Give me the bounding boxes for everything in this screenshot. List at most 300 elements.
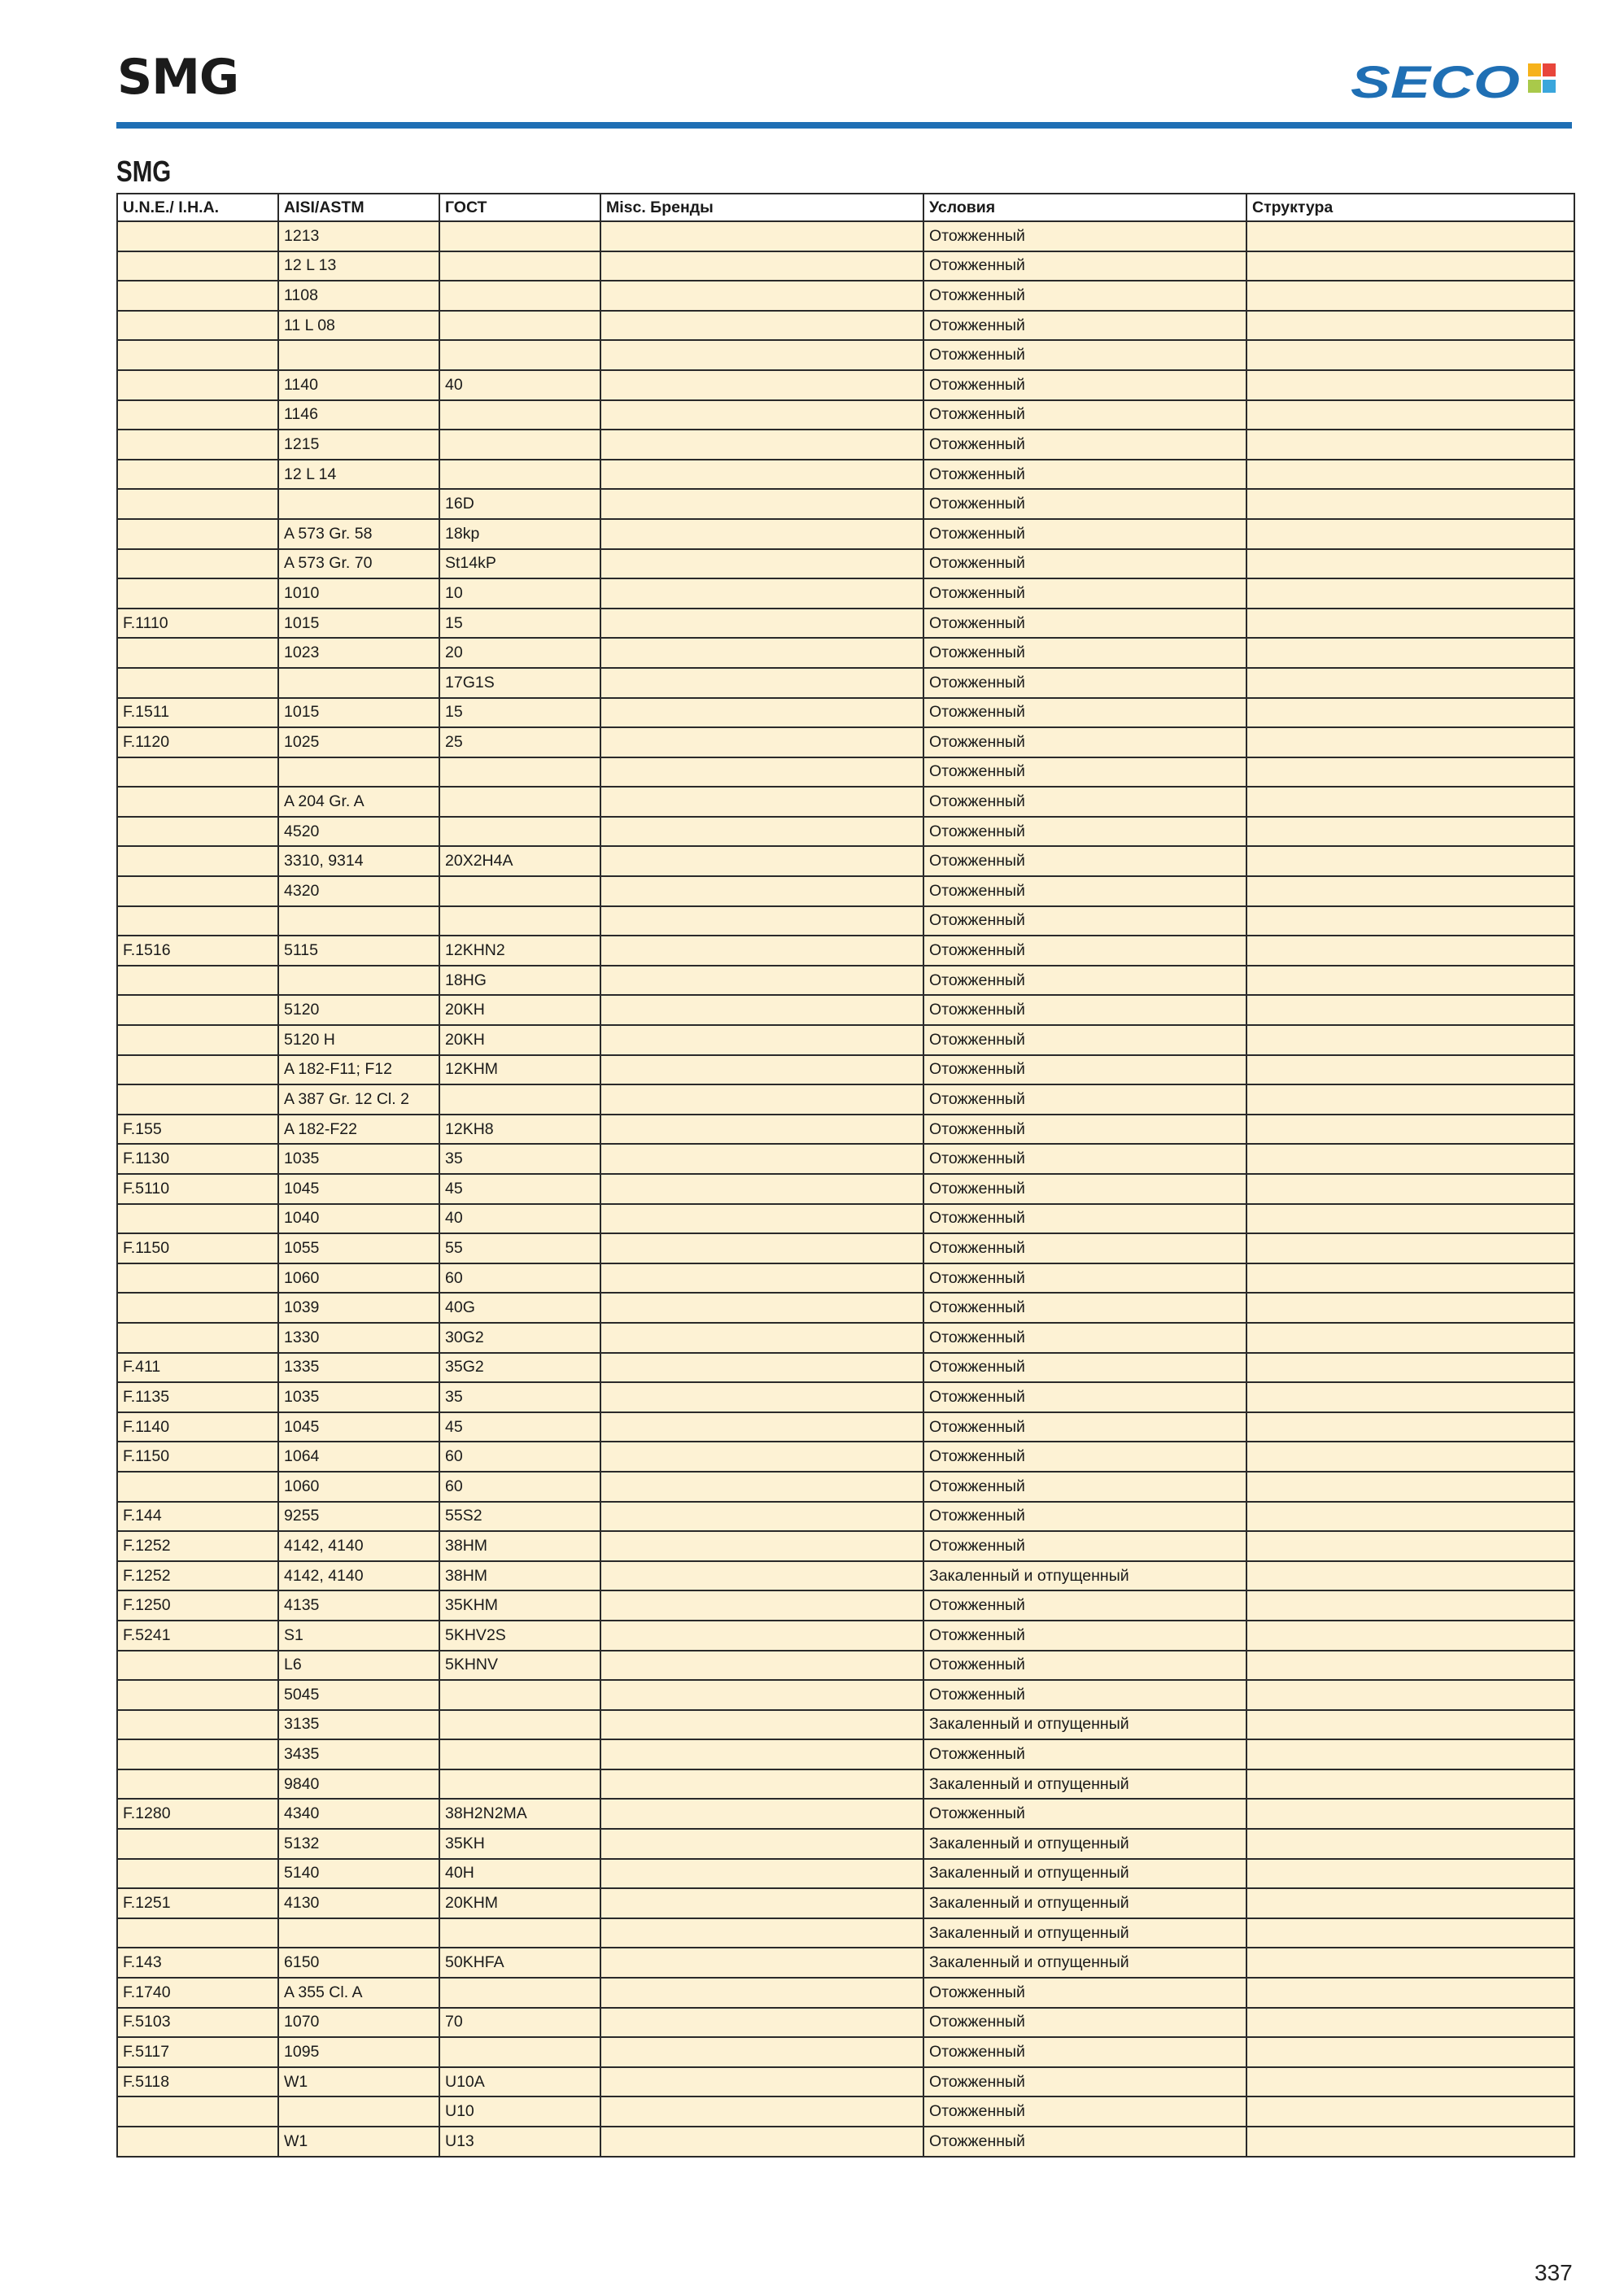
cell-conditions: Отожженный <box>923 549 1246 579</box>
cell-misc-brands <box>600 2037 923 2067</box>
table-row <box>117 1055 1574 1085</box>
cell-une-iha: F.1280 <box>117 1799 278 1829</box>
cell-conditions: Отожженный <box>923 1739 1246 1769</box>
table-row <box>117 1382 1574 1412</box>
cell-structure <box>1246 1948 1574 1978</box>
table-row <box>117 2127 1574 2157</box>
cell-structure <box>1246 757 1574 788</box>
cell-conditions: Отожженный <box>923 2008 1246 2038</box>
cell-conditions: Отожженный <box>923 1025 1246 1055</box>
cell-structure <box>1246 1978 1574 2008</box>
cell-structure <box>1246 1144 1574 1174</box>
table-row <box>117 995 1574 1025</box>
cell-une-iha <box>117 1025 278 1055</box>
cell-une-iha: F.1252 <box>117 1531 278 1561</box>
table-row <box>117 668 1574 698</box>
cell-structure <box>1246 1859 1574 1889</box>
table-row <box>117 906 1574 936</box>
table-row <box>117 1739 1574 1769</box>
cell-une-iha <box>117 1293 278 1323</box>
cell-aisi-astm: 1064 <box>278 1442 439 1472</box>
cell-une-iha: F.1135 <box>117 1382 278 1412</box>
cell-misc-brands <box>600 2067 923 2097</box>
cell-une-iha <box>117 638 278 668</box>
cell-gost: 55 <box>439 1233 600 1263</box>
cell-gost: 20KH <box>439 995 600 1025</box>
cell-misc-brands <box>600 936 923 966</box>
cell-conditions: Закаленный и отпущенный <box>923 1859 1246 1889</box>
cell-gost: 10 <box>439 578 600 609</box>
cell-une-iha <box>117 400 278 430</box>
cell-gost: 18kp <box>439 519 600 549</box>
cell-gost <box>439 400 600 430</box>
table-row <box>117 281 1574 311</box>
cell-gost <box>439 1739 600 1769</box>
cell-une-iha: F.1110 <box>117 609 278 639</box>
cell-structure <box>1246 549 1574 579</box>
cell-gost <box>439 1978 600 2008</box>
cell-une-iha: F.1511 <box>117 698 278 728</box>
cell-gost: 5KHV2S <box>439 1621 600 1651</box>
table-row <box>117 2096 1574 2127</box>
cell-structure <box>1246 1799 1574 1829</box>
cell-conditions: Отожженный <box>923 519 1246 549</box>
cell-conditions: Отожженный <box>923 400 1246 430</box>
cell-conditions: Отожженный <box>923 281 1246 311</box>
table-row <box>117 638 1574 668</box>
cell-misc-brands <box>600 966 923 996</box>
cell-une-iha: F.5103 <box>117 2008 278 2038</box>
cell-aisi-astm: 3310, 9314 <box>278 846 439 876</box>
table-row <box>117 1710 1574 1740</box>
cell-aisi-astm: 1055 <box>278 1233 439 1263</box>
cell-gost <box>439 1769 600 1800</box>
cell-une-iha <box>117 757 278 788</box>
cell-gost: 30G2 <box>439 1323 600 1353</box>
header-misc-brands: Misc. Бренды <box>600 194 923 221</box>
cell-gost: 60 <box>439 1472 600 1502</box>
cell-aisi-astm: 1095 <box>278 2037 439 2067</box>
cell-misc-brands <box>600 370 923 400</box>
cell-structure <box>1246 2127 1574 2157</box>
cell-conditions: Отожженный <box>923 1978 1246 2008</box>
cell-gost <box>439 757 600 788</box>
table-row <box>117 966 1574 996</box>
cell-structure <box>1246 1769 1574 1800</box>
cell-aisi-astm: 5140 <box>278 1859 439 1889</box>
cell-aisi-astm: 1213 <box>278 221 439 251</box>
cell-misc-brands <box>600 668 923 698</box>
cell-misc-brands <box>600 906 923 936</box>
cell-conditions: Отожженный <box>923 846 1246 876</box>
cell-structure <box>1246 1561 1574 1591</box>
cell-structure <box>1246 251 1574 281</box>
cell-conditions: Отожженный <box>923 757 1246 788</box>
header-conditions: Условия <box>923 194 1246 221</box>
cell-gost <box>439 876 600 906</box>
cell-conditions: Отожженный <box>923 787 1246 817</box>
cell-misc-brands <box>600 340 923 370</box>
cell-une-iha <box>117 311 278 341</box>
cell-une-iha <box>117 281 278 311</box>
cell-aisi-astm: 4135 <box>278 1590 439 1621</box>
table-row <box>117 430 1574 460</box>
cell-misc-brands <box>600 2008 923 2038</box>
cell-une-iha: F.1150 <box>117 1233 278 1263</box>
cell-structure <box>1246 578 1574 609</box>
cell-conditions: Отожженный <box>923 1323 1246 1353</box>
cell-structure <box>1246 668 1574 698</box>
cell-conditions: Закаленный и отпущенный <box>923 1918 1246 1948</box>
cell-une-iha <box>117 995 278 1025</box>
cell-conditions: Отожженный <box>923 1799 1246 1829</box>
cell-une-iha <box>117 1829 278 1859</box>
cell-gost: 50KHFA <box>439 1948 600 1978</box>
table-row <box>117 2037 1574 2067</box>
cell-structure <box>1246 1323 1574 1353</box>
cell-misc-brands <box>600 1084 923 1115</box>
table-row <box>117 787 1574 817</box>
cell-aisi-astm: 12 L 14 <box>278 460 439 490</box>
cell-misc-brands <box>600 995 923 1025</box>
cell-structure <box>1246 2008 1574 2038</box>
cell-misc-brands <box>600 876 923 906</box>
cell-aisi-astm: 4340 <box>278 1799 439 1829</box>
cell-gost: 38HM <box>439 1561 600 1591</box>
cell-misc-brands <box>600 1888 923 1918</box>
table-row <box>117 489 1574 519</box>
cell-conditions: Отожженный <box>923 1174 1246 1204</box>
cell-gost: 60 <box>439 1442 600 1472</box>
cell-structure <box>1246 876 1574 906</box>
cell-aisi-astm: 4142, 4140 <box>278 1531 439 1561</box>
cell-une-iha: F.144 <box>117 1502 278 1532</box>
cell-conditions: Отожженный <box>923 1590 1246 1621</box>
cell-misc-brands <box>600 519 923 549</box>
table-row <box>117 1621 1574 1651</box>
seco-logo <box>1351 60 1558 103</box>
cell-aisi-astm: 1215 <box>278 430 439 460</box>
cell-gost: 15 <box>439 609 600 639</box>
cell-une-iha <box>117 1472 278 1502</box>
cell-misc-brands <box>600 1531 923 1561</box>
cell-misc-brands <box>600 1412 923 1442</box>
cell-misc-brands <box>600 400 923 430</box>
cell-une-iha <box>117 668 278 698</box>
logo-square-red <box>1543 63 1556 76</box>
cell-aisi-astm <box>278 489 439 519</box>
seco-logo-text: SECO <box>1351 60 1520 103</box>
table-row <box>117 757 1574 788</box>
cell-aisi-astm: A 573 Gr. 70 <box>278 549 439 579</box>
cell-misc-brands <box>600 1382 923 1412</box>
cell-misc-brands <box>600 727 923 757</box>
cell-misc-brands <box>600 698 923 728</box>
cell-aisi-astm: 1039 <box>278 1293 439 1323</box>
cell-une-iha: F.1150 <box>117 1442 278 1472</box>
cell-structure <box>1246 281 1574 311</box>
cell-structure <box>1246 1739 1574 1769</box>
cell-une-iha: F.1252 <box>117 1561 278 1591</box>
cell-misc-brands <box>600 846 923 876</box>
cell-gost <box>439 1084 600 1115</box>
cell-structure <box>1246 966 1574 996</box>
cell-gost: 60 <box>439 1263 600 1294</box>
cell-conditions: Отожженный <box>923 1115 1246 1145</box>
material-table-wrap <box>116 193 1574 2158</box>
cell-gost <box>439 1680 600 1710</box>
cell-aisi-astm: 9255 <box>278 1502 439 1532</box>
cell-aisi-astm: 1025 <box>278 727 439 757</box>
cell-conditions: Отожженный <box>923 1353 1246 1383</box>
header-gost: ГОСТ <box>439 194 600 221</box>
cell-structure <box>1246 460 1574 490</box>
cell-gost: 16D <box>439 489 600 519</box>
cell-conditions: Отожженный <box>923 1442 1246 1472</box>
table-row <box>117 817 1574 847</box>
cell-une-iha <box>117 846 278 876</box>
cell-misc-brands <box>600 1472 923 1502</box>
cell-gost: 20KH <box>439 1025 600 1055</box>
table-row <box>117 1084 1574 1115</box>
cell-une-iha <box>117 787 278 817</box>
cell-structure <box>1246 1680 1574 1710</box>
cell-une-iha <box>117 1859 278 1889</box>
cell-conditions: Отожженный <box>923 2067 1246 2097</box>
cell-misc-brands <box>600 1651 923 1681</box>
cell-une-iha <box>117 578 278 609</box>
cell-une-iha: F.1516 <box>117 936 278 966</box>
cell-structure <box>1246 1888 1574 1918</box>
cell-gost <box>439 787 600 817</box>
cell-conditions: Отожженный <box>923 1502 1246 1532</box>
cell-aisi-astm: L6 <box>278 1651 439 1681</box>
table-row <box>117 609 1574 639</box>
cell-misc-brands <box>600 1739 923 1769</box>
cell-gost <box>439 221 600 251</box>
cell-misc-brands <box>600 1948 923 1978</box>
cell-conditions: Закаленный и отпущенный <box>923 1561 1246 1591</box>
cell-structure <box>1246 846 1574 876</box>
cell-misc-brands <box>600 1293 923 1323</box>
cell-misc-brands <box>600 1769 923 1800</box>
cell-gost <box>439 340 600 370</box>
cell-misc-brands <box>600 311 923 341</box>
cell-aisi-astm <box>278 906 439 936</box>
cell-une-iha: F.155 <box>117 1115 278 1145</box>
cell-structure <box>1246 1531 1574 1561</box>
cell-une-iha: F.1250 <box>117 1590 278 1621</box>
cell-gost: 40H <box>439 1859 600 1889</box>
cell-une-iha <box>117 1651 278 1681</box>
cell-aisi-astm: 5120 <box>278 995 439 1025</box>
cell-structure <box>1246 1590 1574 1621</box>
table-row <box>117 1561 1574 1591</box>
table-row <box>117 460 1574 490</box>
cell-gost: 40 <box>439 370 600 400</box>
cell-structure <box>1246 727 1574 757</box>
cell-aisi-astm: 5115 <box>278 936 439 966</box>
cell-gost: 12KHN2 <box>439 936 600 966</box>
cell-aisi-astm: 1035 <box>278 1382 439 1412</box>
table-row <box>117 1888 1574 1918</box>
table-row <box>117 1353 1574 1383</box>
cell-une-iha <box>117 1769 278 1800</box>
cell-conditions: Отожженный <box>923 370 1246 400</box>
cell-structure <box>1246 340 1574 370</box>
cell-misc-brands <box>600 787 923 817</box>
cell-misc-brands <box>600 460 923 490</box>
cell-aisi-astm <box>278 340 439 370</box>
cell-misc-brands <box>600 1263 923 1294</box>
cell-conditions: Отожженный <box>923 340 1246 370</box>
cell-gost <box>439 281 600 311</box>
cell-structure <box>1246 1084 1574 1115</box>
cell-aisi-astm: 4130 <box>278 1888 439 1918</box>
cell-une-iha: F.1251 <box>117 1888 278 1918</box>
cell-gost: 20KHM <box>439 1888 600 1918</box>
cell-aisi-astm: 5120 H <box>278 1025 439 1055</box>
cell-aisi-astm: 1060 <box>278 1472 439 1502</box>
cell-gost <box>439 251 600 281</box>
cell-misc-brands <box>600 281 923 311</box>
cell-misc-brands <box>600 1115 923 1145</box>
cell-conditions: Отожженный <box>923 995 1246 1025</box>
table-row <box>117 1829 1574 1859</box>
material-table <box>116 193 1575 2158</box>
cell-une-iha <box>117 876 278 906</box>
cell-misc-brands <box>600 1978 923 2008</box>
cell-gost: 15 <box>439 698 600 728</box>
cell-conditions: Отожженный <box>923 936 1246 966</box>
cell-conditions: Отожженный <box>923 1293 1246 1323</box>
cell-conditions: Закаленный и отпущенный <box>923 1948 1246 1978</box>
cell-aisi-astm: A 182-F11; F12 <box>278 1055 439 1085</box>
cell-misc-brands <box>600 1561 923 1591</box>
cell-aisi-astm: 1023 <box>278 638 439 668</box>
table-row <box>117 221 1574 251</box>
table-row <box>117 2008 1574 2038</box>
cell-gost <box>439 817 600 847</box>
cell-conditions: Отожженный <box>923 876 1246 906</box>
cell-une-iha <box>117 460 278 490</box>
cell-aisi-astm: A 204 Gr. A <box>278 787 439 817</box>
cell-conditions: Закаленный и отпущенный <box>923 1710 1246 1740</box>
table-body <box>117 221 1574 2157</box>
cell-structure <box>1246 221 1574 251</box>
cell-aisi-astm: 1045 <box>278 1412 439 1442</box>
cell-conditions: Отожженный <box>923 311 1246 341</box>
cell-une-iha <box>117 1204 278 1234</box>
cell-aisi-astm: 1060 <box>278 1263 439 1294</box>
cell-une-iha <box>117 1263 278 1294</box>
cell-conditions: Закаленный и отпущенный <box>923 1888 1246 1918</box>
page-number: 337 <box>1535 2260 1573 2285</box>
cell-misc-brands <box>600 1204 923 1234</box>
cell-structure <box>1246 519 1574 549</box>
cell-une-iha <box>117 221 278 251</box>
table-row <box>117 1590 1574 1621</box>
cell-misc-brands <box>600 1233 923 1263</box>
cell-gost: U13 <box>439 2127 600 2157</box>
table-row <box>117 1412 1574 1442</box>
page-title: SMG <box>117 49 239 106</box>
cell-misc-brands <box>600 1590 923 1621</box>
cell-gost <box>439 460 600 490</box>
cell-aisi-astm: 3435 <box>278 1739 439 1769</box>
table-row <box>117 2067 1574 2097</box>
table-row <box>117 311 1574 341</box>
header-structure: Структура <box>1246 194 1574 221</box>
table-row <box>117 1531 1574 1561</box>
cell-aisi-astm: W1 <box>278 2067 439 2097</box>
cell-une-iha <box>117 370 278 400</box>
cell-aisi-astm: 3135 <box>278 1710 439 1740</box>
logo-square-green <box>1528 80 1541 93</box>
cell-gost: 20 <box>439 638 600 668</box>
cell-une-iha <box>117 1739 278 1769</box>
cell-misc-brands <box>600 578 923 609</box>
cell-conditions: Отожженный <box>923 2096 1246 2127</box>
cell-structure <box>1246 1293 1574 1323</box>
cell-gost: 38H2N2MA <box>439 1799 600 1829</box>
cell-conditions: Отожженный <box>923 1651 1246 1681</box>
cell-gost: 35KHM <box>439 1590 600 1621</box>
cell-structure <box>1246 1204 1574 1234</box>
cell-conditions: Отожженный <box>923 638 1246 668</box>
cell-structure <box>1246 698 1574 728</box>
cell-aisi-astm: 5132 <box>278 1829 439 1859</box>
table-row <box>117 1769 1574 1800</box>
cell-conditions: Закаленный и отпущенный <box>923 1829 1246 1859</box>
table-row <box>117 1651 1574 1681</box>
cell-une-iha <box>117 2096 278 2127</box>
cell-aisi-astm: 1015 <box>278 609 439 639</box>
cell-une-iha: F.5117 <box>117 2037 278 2067</box>
cell-conditions: Отожженный <box>923 1621 1246 1651</box>
cell-gost <box>439 2037 600 2067</box>
cell-conditions: Отожженный <box>923 609 1246 639</box>
cell-structure <box>1246 1918 1574 1948</box>
table-row <box>117 1918 1574 1948</box>
table-row <box>117 1025 1574 1055</box>
table-row <box>117 1502 1574 1532</box>
cell-conditions: Отожженный <box>923 668 1246 698</box>
cell-une-iha: F.1740 <box>117 1978 278 2008</box>
cell-conditions: Отожженный <box>923 251 1246 281</box>
cell-une-iha <box>117 1918 278 1948</box>
cell-misc-brands <box>600 549 923 579</box>
cell-conditions: Отожженный <box>923 430 1246 460</box>
cell-structure <box>1246 1174 1574 1204</box>
cell-aisi-astm: 6150 <box>278 1948 439 1978</box>
cell-structure <box>1246 906 1574 936</box>
cell-conditions: Отожженный <box>923 1412 1246 1442</box>
cell-une-iha <box>117 1710 278 1740</box>
table-row <box>117 519 1574 549</box>
cell-une-iha: F.1130 <box>117 1144 278 1174</box>
cell-conditions: Отожженный <box>923 817 1246 847</box>
cell-gost <box>439 311 600 341</box>
cell-aisi-astm: 12 L 13 <box>278 251 439 281</box>
cell-misc-brands <box>600 430 923 460</box>
cell-conditions: Отожженный <box>923 1680 1246 1710</box>
cell-aisi-astm: 1045 <box>278 1174 439 1204</box>
cell-conditions: Отожженный <box>923 1263 1246 1294</box>
table-row <box>117 698 1574 728</box>
cell-gost: 35 <box>439 1382 600 1412</box>
cell-structure <box>1246 787 1574 817</box>
